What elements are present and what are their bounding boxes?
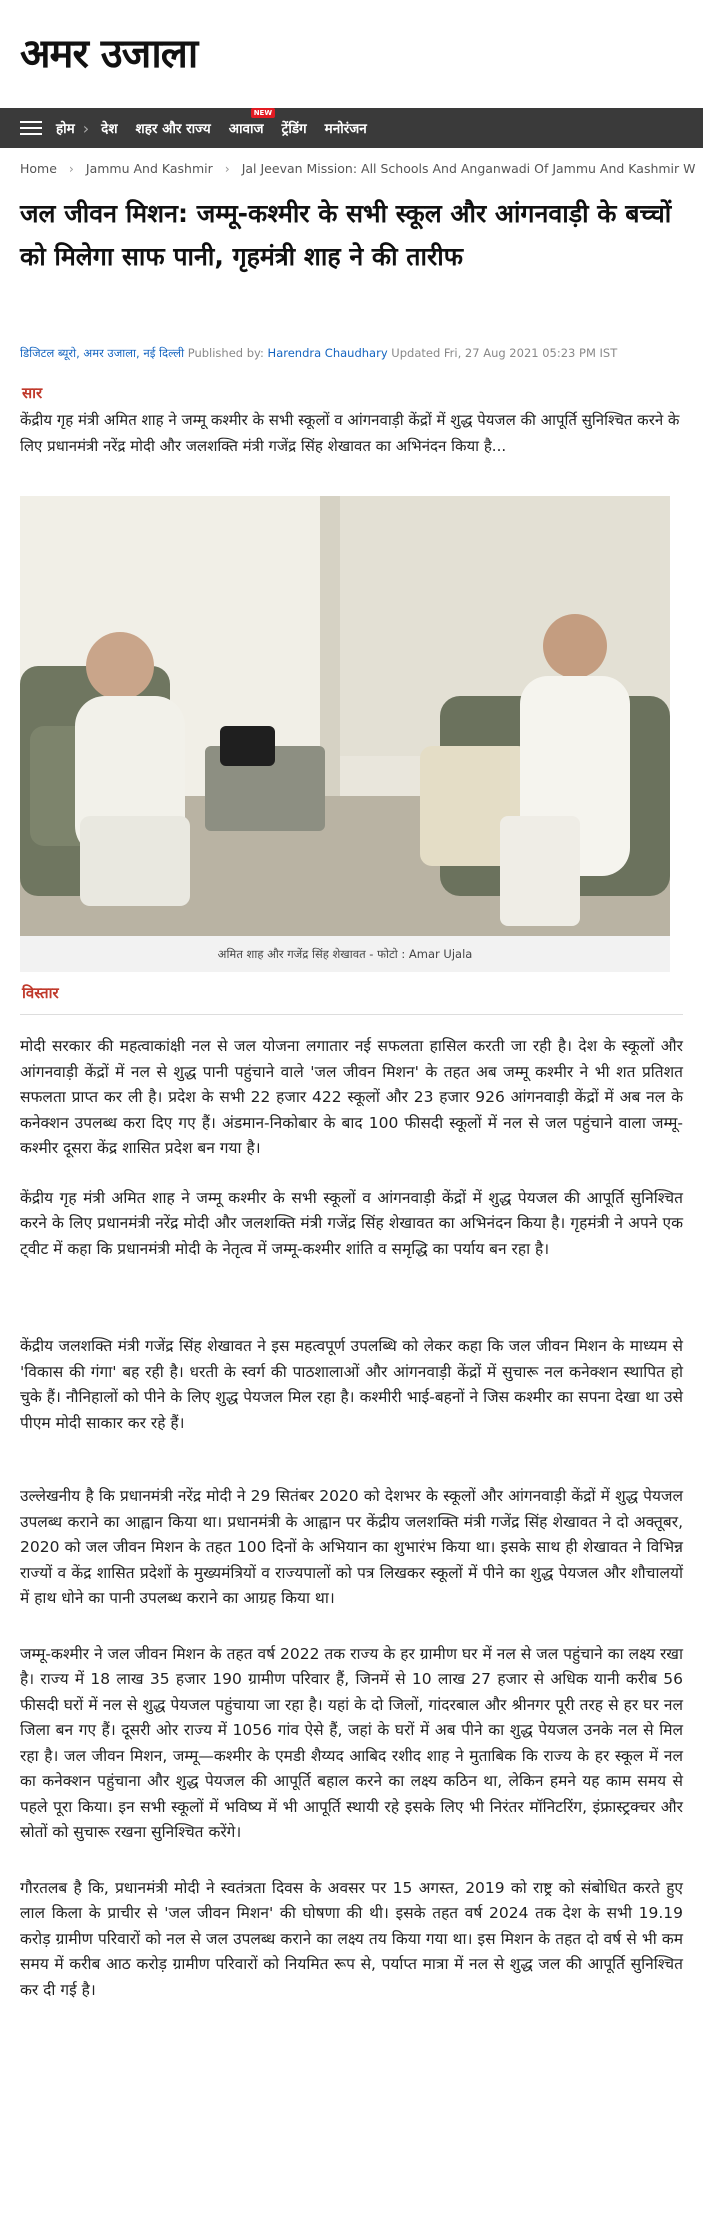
article-body: [0, 1034, 703, 2003]
nav-item-trending[interactable]: ट्रेंडिंग: [281, 121, 307, 137]
breadcrumb-current: Jal Jeevan Mission: All Schools And Anganwadi Of Jammu And Kashmir W: [241, 161, 696, 176]
breadcrumb-home[interactable]: Home: [20, 161, 57, 176]
details-label: विस्तार: [22, 984, 59, 1002]
chevron-right-icon: ›: [224, 161, 230, 176]
nav-item-manoranjan[interactable]: मनोरंजन: [324, 121, 367, 137]
byline-updated: Updated Fri, 27 Aug 2021 05:23 PM IST: [391, 346, 618, 360]
divider: [20, 1014, 683, 1015]
chevron-right-icon: ›: [68, 161, 74, 176]
byline-published-label: Published by:: [187, 346, 264, 360]
menu-icon[interactable]: [20, 117, 42, 139]
article-title: जल जीवन मिशन: जम्मू-कश्मीर के सभी स्कूल और आंगनवाड़ी के बच्चों को मिलेगा साफ पानी, गृहमंत्री शाह ने की तारीफ: [20, 199, 672, 271]
image-caption: अमित शाह और गजेंद्र सिंह शेखावत - फोटो : Amar Ujala: [20, 936, 670, 972]
nav-item-awaaz[interactable]: [228, 109, 273, 137]
byline-source[interactable]: डिजिटल ब्यूरो, अमर उजाला, नई दिल्ली: [20, 346, 185, 360]
breadcrumb-jammu-kashmir[interactable]: Jammu And Kashmir: [85, 161, 213, 176]
byline-author[interactable]: Harendra Chaudhary: [267, 346, 388, 360]
nav-item-desh[interactable]: देश: [101, 121, 118, 137]
article-paragraph: जम्मू-कश्मीर ने जल जीवन मिशन के तहत वर्ष 2022 तक राज्य के हर ग्रामीण घर में नल से जल पहुंचाने का लक्ष्य रखा है। राज्य में 18 लाख 35 हजार 190 ग्रामीण परिवार हैं, जिनमें से 10 लाख 27 हजार से अधिक यानी करीब 56 फीसदी घरों में नल से शुद्ध पेयजल पहुंचाया जा रहा है। यहां के दो जिलों, गांदरबाल और श्रीनगर पूरी तरह से हर घर नल जिला बन गए हैं। दूसरी ओर राज्य में 1056 गांव ऐसे हैं, जहां के घरों में अब पीने का शुद्ध पेयजल उनके नल से मिल रहा है। जल जीवन मिशन, जम्मू—कश्मीर के एमडी शैय्यद आबिद रशीद शाह ने मुताबिक कि राज्य के हर स्कूल में नल का कनेक्शन पहुंचाना और शुद्ध पेयजल की आपूर्ति बहाल करने का लक्ष्य कठिन था, लेकिन हमने यह काम समय से पहले पूरा किया। इन सभी स्कूलों में भविष्य में भी आपूर्ति स्थायी रहे इसके लिए भी निरंतर मॉनिटरिंग, इंफ्रास्ट्रक्चर और स्रोतों को सुचारू रखना सुनिश्चित करेंगे।: [20, 1644, 683, 1841]
article-paragraph: केंद्रीय जलशक्ति मंत्री गजेंद्र सिंह शेखावत ने इस महत्वपूर्ण उपलब्धि को लेकर कहा कि जल जीवन मिशन के माध्यम से 'विकास की गंगा' बह रही है। धरती के स्वर्ग की पाठशालाओं और आंगनवाड़ी केंद्रों में सुचारू नल कनेक्शन स्थापित हो चुके हैं। नौनिहालों को पीने के लिए शुद्ध पेयजल मिल रहा है। कश्मीरी भाई-बहनों ने जिस कश्मीर का सपना देखा था उसे पीएम मोदी साकार कर रहे हैं।: [20, 1337, 683, 1432]
meeting-photo: [20, 496, 670, 936]
article-paragraph: केंद्रीय गृह मंत्री अमित शाह ने जम्मू कश्मीर के सभी स्कूलों व आंगनवाड़ी केंद्रों में शुद्ध पेयजल की आपूर्ति सुनिश्चित करने के लिए प्रधानमंत्री नरेंद्र मोदी और जलशक्ति मंत्री गजेंद्र सिंह शेखावत का अभिनंदन किया है। गृहमंत्री ने अपने एक ट्वीट में कहा कि प्रधानमंत्री मोदी के नेतृत्व में जम्मू-कश्मीर शांति व समृद्धि का पर्याय बन रहा है।: [20, 1188, 683, 1258]
site-logo[interactable]: अमर उजाला: [20, 30, 198, 77]
main-nav: [0, 108, 703, 148]
nav-item-home[interactable]: होम: [56, 121, 75, 137]
summary-label: सार: [22, 384, 43, 402]
chevron-right-icon: ›: [82, 118, 90, 138]
site-header: [0, 0, 703, 108]
byline: [0, 342, 703, 378]
nav-item-shahar-aur-rajya[interactable]: शहर और राज्य: [135, 121, 211, 137]
article-paragraph: उल्लेखनीय है कि प्रधानमंत्री नरेंद्र मोदी ने 29 सितंबर 2020 को देशभर के स्कूलों और आंगनवाड़ी केंद्रों में शुद्ध पेयजल उपलब्ध कराने का आह्वान किया था। प्रधानमंत्री के आह्वान पर केंद्रीय जलशक्ति मंत्री गजेंद्र सिंह शेखावत ने दो अक्तूबर, 2020 को जल जीवन मिशन के तहत 100 दिनों के अभियान का शुभारंभ किया था। इसके साथ ही शेखावत ने विभिन्न राज्यों व केंद्र शासित प्रदेशों के मुख्यमंत्रियों व राज्यपालों को पत्र लिखकर स्कूलों में पीने का शुद्ध पेयजल और शौचालयों में हाथ धोने का पानी उपलब्ध कराने का आग्रह किया था।: [20, 1487, 683, 1607]
details-section-header: [0, 978, 703, 1026]
article-image: [20, 496, 670, 936]
new-badge: NEW: [251, 108, 275, 118]
article-paragraph: गौरतलब है कि, प्रधानमंत्री मोदी ने स्वतंत्रता दिवस के अवसर पर 15 अगस्त, 2019 को राष्ट्र को संबोधित करते हुए लाल किला के प्राचीर से 'जल जीवन मिशन' की घोषणा की थी। इसके तहत वर्ष 2024 तक देश के सभी 19.19 करोड़ ग्रामीण परिवारों को नल से जल उपलब्ध कराने का लक्ष्य तय किया गया था। इस मिशन के तहत दो वर्ष से भी कम समय में करीब आठ करोड़ ग्रामीण परिवारों को नियमित रूप से, पर्याप्त मात्रा में नल से शुद्ध जल की आपूर्ति सुनिश्चित कर दी गई है।: [20, 1878, 683, 1999]
article-summary: केंद्रीय गृह मंत्री अमित शाह ने जम्मू कश्मीर के सभी स्कूलों व आंगनवाड़ी केंद्रों में शुद्ध पेयजल की आपूर्ति सुनिश्चित करने के लिए प्रधानमंत्री नरेंद्र मोदी और जलशक्ति मंत्री गजेंद्र सिंह शेखावत का अभिनंदन किया है...: [20, 411, 680, 455]
nav-item-label: आवाज: [228, 121, 264, 137]
breadcrumb: [0, 148, 703, 192]
article-paragraph: मोदी सरकार की महत्वाकांक्षी नल से जल योजना लगातार नई सफलता हासिल करती जा रही है। देश के स्कूलों और आंगनवाड़ी केंद्रों में नल से शुद्ध पानी पहुंचाने वाले 'जल जीवन मिशन' के तहत अब जम्मू कश्मीर ने भी शत प्रतिशत सफलता प्राप्त कर ली है। प्रदेश के सभी 22 हजार 422 स्कूलों और 23 हजार 926 आंगनवाड़ी केंद्रों में अब नल के कनेक्शन उपलब्ध करा दिए गए हैं। अंडमान-निकोबार के बाद 100 फीसदी स्कूलों में नल से जल पहुंचाने वाला जम्मू-कश्मीर दूसरा केंद्र शासित प्रदेश बन गया है।: [20, 1037, 683, 1157]
